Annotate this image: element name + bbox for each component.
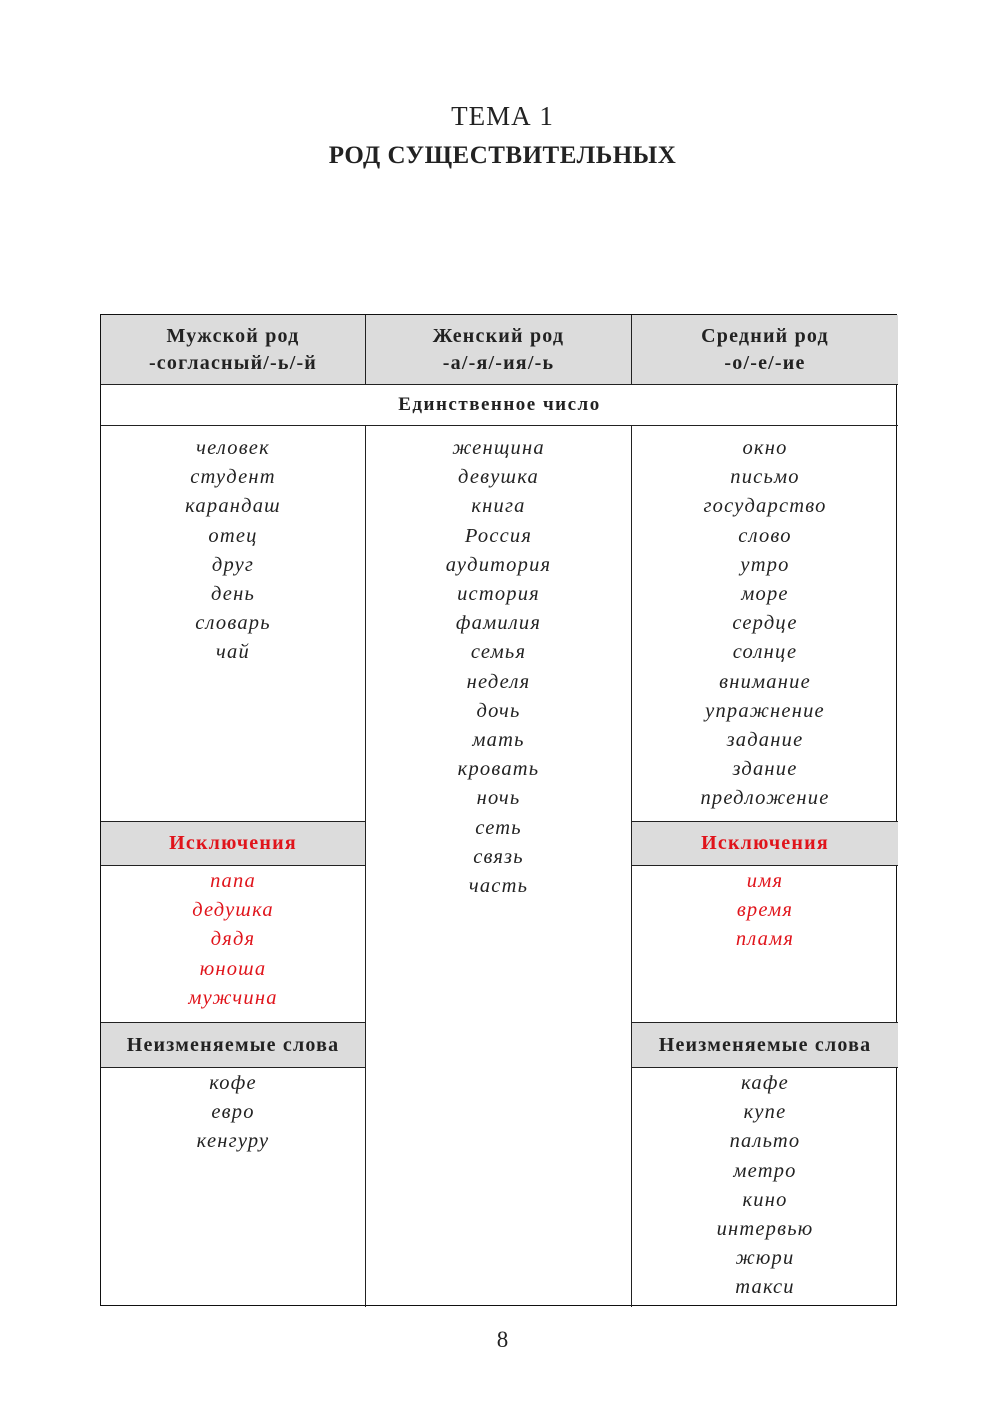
masculine-invariable-list: [101, 1068, 366, 1307]
page-title: РОД СУЩЕСТВИТЕЛЬНЫХ: [328, 142, 677, 169]
neuter-exceptions-list: [632, 866, 898, 1023]
masculine-word-list: [101, 426, 366, 822]
word-item: утро: [740, 553, 790, 576]
word-item: карандаш: [185, 495, 281, 518]
word-item: часть: [468, 875, 529, 898]
word-item: метро: [733, 1159, 797, 1182]
word-item: интервью: [716, 1218, 814, 1241]
page-number: 8: [496, 1327, 509, 1352]
word-item: солнце: [732, 641, 798, 664]
neuter-invariable-label: Неизменяемые слова: [632, 1023, 898, 1068]
word-item: отец: [208, 524, 258, 547]
word-item: пальто: [729, 1130, 801, 1153]
word-item: Россия: [464, 524, 533, 547]
masculine-invariable-label: Неизменяемые слова: [101, 1023, 366, 1068]
word-item: жюри: [735, 1247, 795, 1270]
word-item: евро: [211, 1101, 255, 1124]
word-item: внимание: [719, 670, 811, 693]
feminine-header: [366, 315, 632, 385]
word-item: ночь: [476, 787, 521, 810]
word-item: кровать: [457, 758, 540, 781]
word-item: сеть: [475, 816, 522, 839]
neuter-endings: -о/-е/-ие: [724, 351, 806, 374]
singular-section-label: Единственное число: [101, 385, 898, 426]
word-item: предложение: [700, 787, 830, 810]
word-item: человек: [196, 437, 270, 459]
word-item: имя: [746, 870, 784, 892]
masculine-exceptions-label: Исключения: [101, 822, 366, 866]
word-item: словарь: [195, 612, 271, 635]
word-item: кофе: [209, 1072, 257, 1094]
topic-number: ТЕМА 1: [451, 101, 554, 131]
word-item: мужчина: [188, 986, 278, 1009]
masculine-exceptions-list: [101, 866, 366, 1023]
word-item: фамилия: [455, 612, 542, 635]
word-item: государство: [703, 495, 827, 518]
neuter-invariable-list: [632, 1068, 898, 1307]
word-item: мать: [472, 729, 525, 752]
masculine-title: Мужской род: [166, 324, 300, 347]
word-item: упражнение: [705, 699, 825, 722]
masculine-header: [101, 315, 366, 385]
word-item: папа: [210, 870, 256, 892]
word-item: здание: [732, 758, 798, 781]
word-item: кенгуру: [196, 1130, 270, 1153]
word-item: письмо: [730, 466, 800, 489]
neuter-title: Средний род: [701, 324, 829, 347]
word-item: студент: [190, 466, 276, 489]
word-item: кафе: [741, 1072, 789, 1094]
word-item: пламя: [735, 928, 795, 951]
word-item: книга: [471, 495, 526, 518]
neuter-word-list: [632, 426, 898, 822]
word-item: купе: [743, 1101, 787, 1124]
word-item: окно: [742, 437, 788, 459]
word-item: такси: [735, 1276, 795, 1299]
word-item: задание: [726, 729, 804, 752]
word-item: время: [736, 899, 794, 922]
feminine-endings: -а/-я/-ия/-ь: [442, 351, 555, 374]
feminine-title: Женский род: [432, 324, 565, 347]
word-item: семья: [470, 641, 527, 664]
word-item: история: [457, 583, 540, 606]
word-item: сердце: [732, 612, 798, 635]
word-item: друг: [211, 553, 255, 576]
word-item: дедушка: [192, 899, 274, 922]
word-item: чай: [216, 641, 250, 664]
neuter-exceptions-label: Исключения: [632, 822, 898, 866]
gender-table: [100, 314, 897, 1306]
word-item: девушка: [458, 466, 539, 489]
word-item: юноша: [199, 957, 267, 980]
masculine-endings: -согласный/-ь/-й: [148, 351, 318, 374]
word-item: дочь: [476, 699, 521, 722]
neuter-header: [632, 315, 898, 385]
feminine-word-list: [366, 426, 632, 1307]
word-item: слово: [738, 524, 792, 547]
word-item: неделя: [466, 670, 531, 693]
word-item: кино: [742, 1188, 788, 1211]
word-item: море: [741, 583, 789, 606]
word-item: дядя: [210, 928, 256, 951]
word-item: женщина: [452, 437, 545, 459]
word-item: связь: [473, 845, 524, 868]
word-item: день: [210, 583, 256, 606]
word-item: аудитория: [445, 553, 552, 576]
